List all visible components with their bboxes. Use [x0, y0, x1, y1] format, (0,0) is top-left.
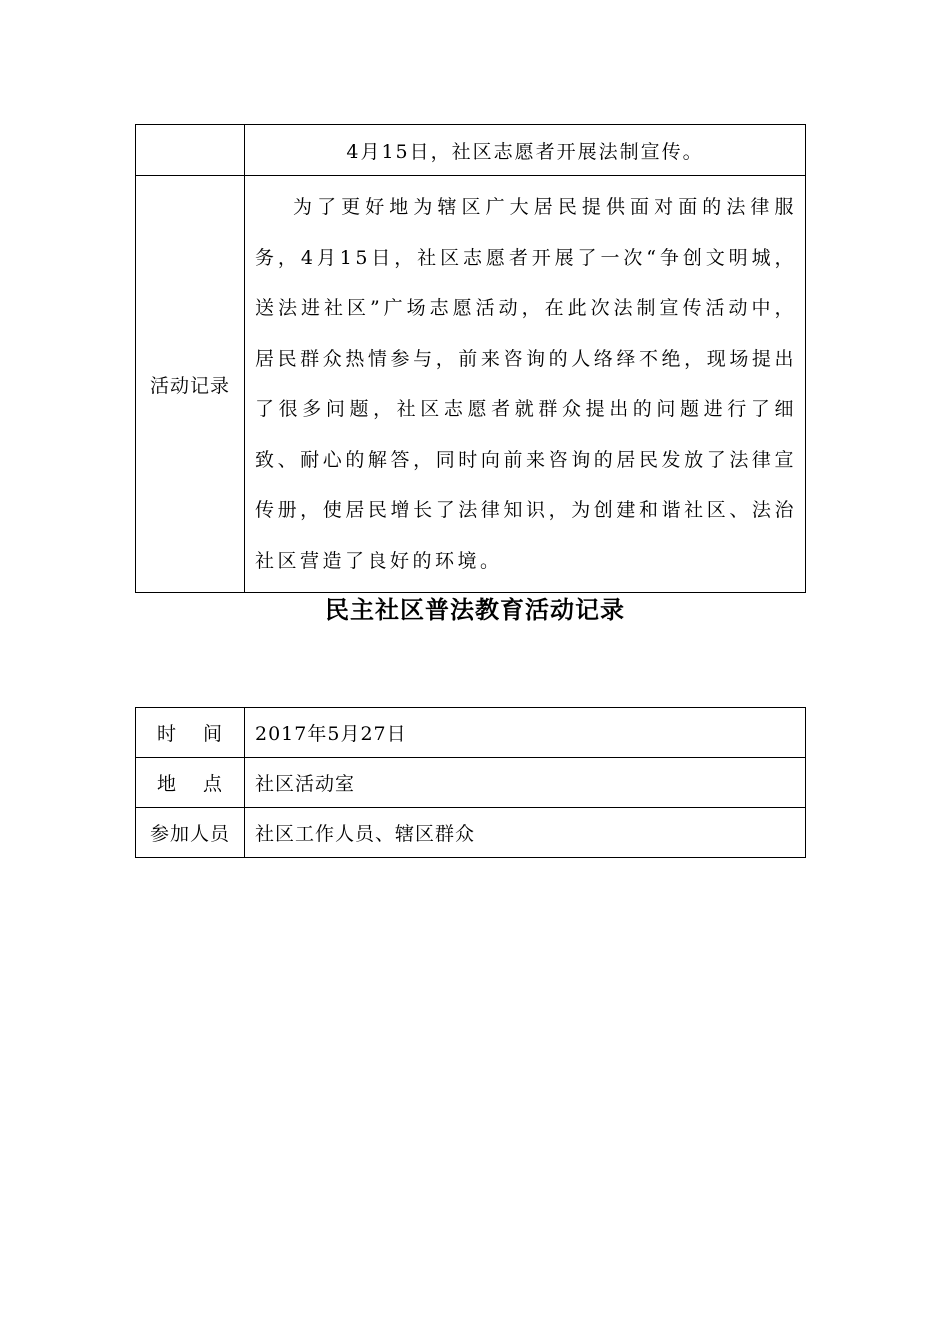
participants-label: 参加人员	[136, 808, 245, 858]
place-row	[136, 758, 806, 808]
summary-text: 4月15日，社区志愿者开展法制宣传。	[245, 125, 806, 176]
place-label	[136, 758, 245, 808]
place-value: 社区活动室	[245, 758, 806, 808]
place-label-char-2: 点	[203, 773, 224, 795]
place-label-char-1: 地	[156, 773, 177, 795]
record-row	[136, 176, 806, 593]
summary-label-cell	[136, 125, 245, 176]
page-title: 民主社区普法教育活动记录	[325, 595, 625, 624]
time-label-char-1: 时	[156, 723, 177, 745]
summary-row	[136, 125, 806, 176]
time-label	[136, 708, 245, 758]
record-label: 活动记录	[136, 176, 245, 593]
activity-info-table	[135, 707, 806, 858]
participants-value: 社区工作人员、辖区群众	[245, 808, 806, 858]
time-label-char-2: 间	[203, 723, 224, 745]
activity-record-table-top	[135, 124, 806, 593]
time-value: 2017年5月27日	[245, 708, 806, 758]
record-cell	[245, 176, 806, 593]
time-row	[136, 708, 806, 758]
record-text: 为了更好地为辖区广大居民提供面对面的法律服务，4月15日，社区志愿者开展了一次“争创文明城，送法进社区”广场志愿活动，在此次法制宣传活动中，居民群众热情参与，前来咨询的人络绎不绝，现场提出了很多问题，社区志愿者就群众提出的问题进行了细致、耐心的解答，同时向前来咨询的居民发放了法律宣传册，使居民增长了法律知识，为创建和谐社区、法治社区营造了良好的环境。	[255, 196, 797, 572]
participants-row	[136, 808, 806, 858]
